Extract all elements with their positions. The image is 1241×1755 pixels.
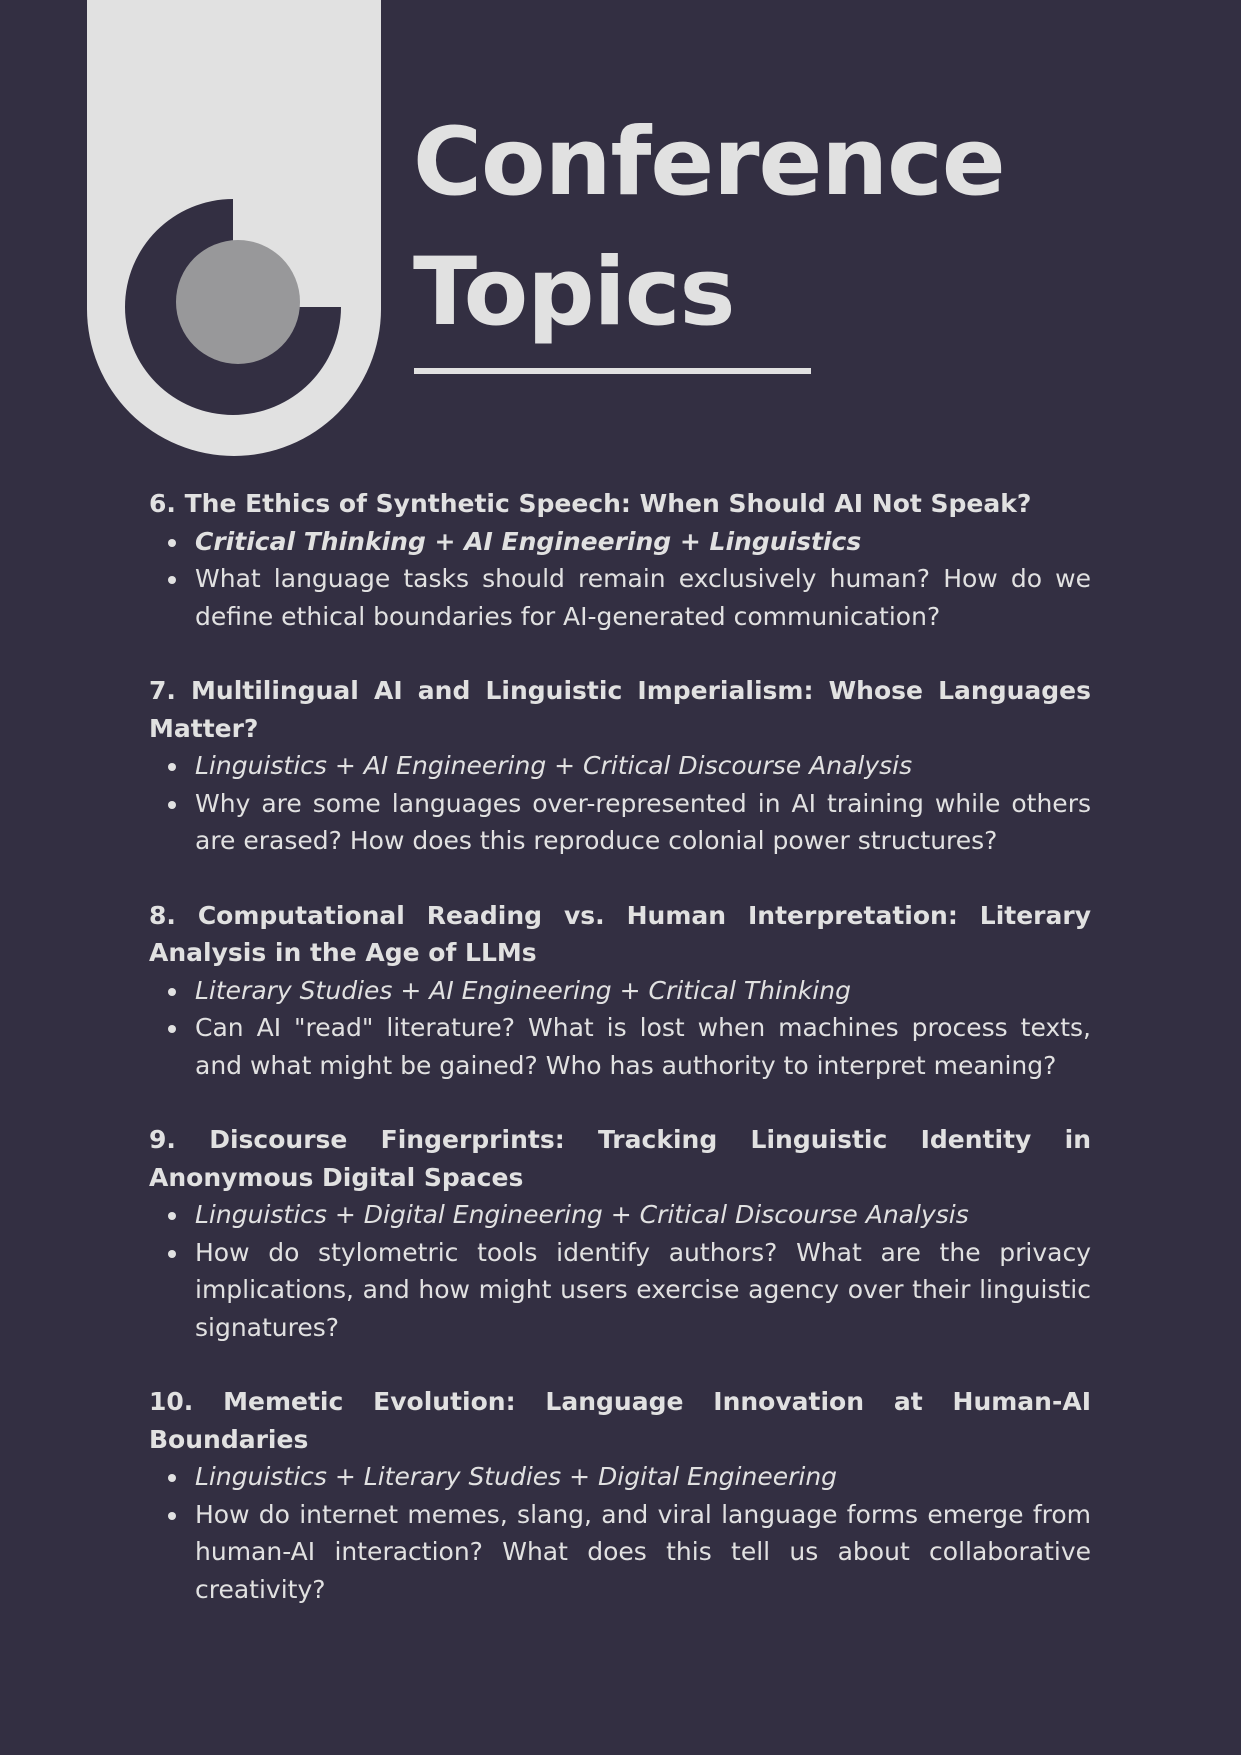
topic-disciplines: Linguistics + Digital Engineering + Critical Discourse Analysis bbox=[195, 1196, 1091, 1234]
topic-details bbox=[149, 747, 1091, 860]
topic-item bbox=[149, 485, 1091, 635]
topic-heading: 6. The Ethics of Synthetic Speech: When Should AI Not Speak? bbox=[149, 489, 1032, 518]
topic-disciplines: Critical Thinking + AI Engineering + Linguistics bbox=[195, 523, 1091, 561]
topic-description: Can AI "read" literature? What is lost when machines process texts, and what might be gained? Who has authority to interpret meaning? bbox=[195, 1009, 1091, 1084]
page-title-line-1: Conference bbox=[413, 108, 1005, 217]
topic-details bbox=[149, 972, 1091, 1085]
topic-details bbox=[149, 523, 1091, 636]
topic-heading: 10. Memetic Evolution: Language Innovation at Human-AI Boundaries bbox=[149, 1387, 1091, 1454]
topic-heading: 9. Discourse Fingerprints: Tracking Linguistic Identity in Anonymous Digital Spaces bbox=[149, 1125, 1091, 1192]
title-underline bbox=[414, 368, 811, 374]
topics-list bbox=[149, 485, 1091, 1645]
topic-disciplines: Linguistics + Literary Studies + Digital Engineering bbox=[195, 1458, 1091, 1496]
topic-description: What language tasks should remain exclusively human? How do we define ethical boundaries for AI-generated communication? bbox=[195, 560, 1091, 635]
topic-details bbox=[149, 1458, 1091, 1608]
topic-disciplines: Linguistics + AI Engineering + Critical Discourse Analysis bbox=[195, 747, 1091, 785]
topic-heading: 7. Multilingual AI and Linguistic Imperialism: Whose Languages Matter? bbox=[149, 676, 1091, 743]
topic-item bbox=[149, 672, 1091, 860]
page-title bbox=[413, 98, 1005, 358]
topic-item bbox=[149, 897, 1091, 1085]
page-title-line-2: Topics bbox=[413, 238, 735, 347]
topic-details bbox=[149, 1196, 1091, 1346]
topic-description: How do stylometric tools identify authors? What are the privacy implications, and how might users exercise agency over their linguistic signatures? bbox=[195, 1234, 1091, 1347]
topic-item bbox=[149, 1121, 1091, 1346]
topic-item bbox=[149, 1383, 1091, 1608]
topic-description: Why are some languages over-represented in AI training while others are erased? How does this reproduce colonial power structures? bbox=[195, 785, 1091, 860]
logo-icon bbox=[125, 199, 342, 416]
topic-disciplines: Literary Studies + AI Engineering + Critical Thinking bbox=[195, 972, 1091, 1010]
topic-heading: 8. Computational Reading vs. Human Interpretation: Literary Analysis in the Age of LLMs bbox=[149, 900, 1091, 967]
topic-description: How do internet memes, slang, and viral language forms emerge from human-AI interaction? What does this tell us about collaborative creativity? bbox=[195, 1496, 1091, 1609]
